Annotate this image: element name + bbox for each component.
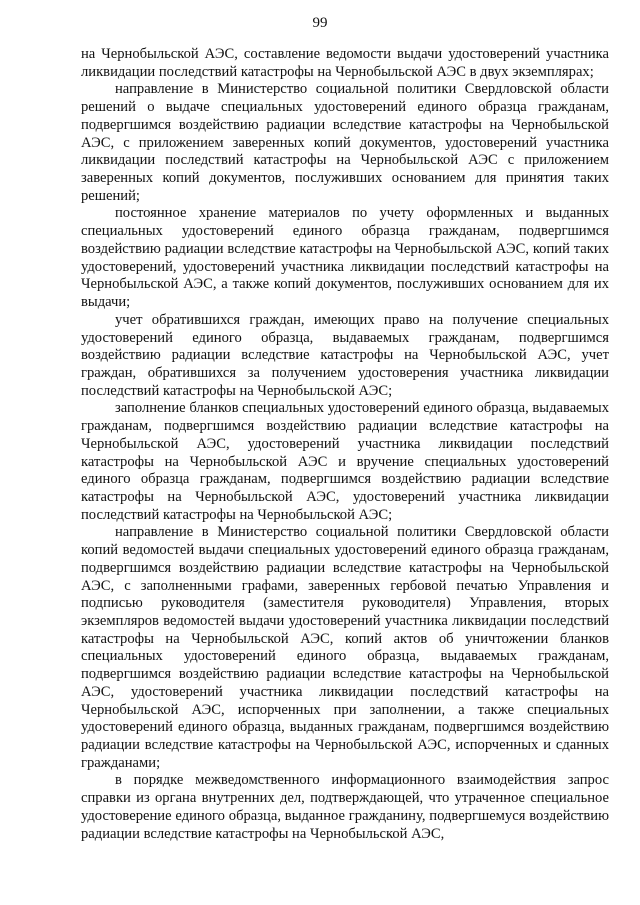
paragraph: учет обратившихся граждан, имеющих право на получение специальных удостоверений единого образца, выдаваемых гражданам, подвергшимся воздействию радиации вследствие катастрофы на Чернобыльской АЭС, учет граждан, обратившихся за получением удостоверения участника ликвидации последствий катастрофы на Чернобыльской АЭС; — [81, 311, 609, 399]
document-body — [81, 46, 609, 843]
paragraph: постоянное хранение материалов по учету оформленных и выданных специальных удостоверений единого образца гражданам, подвергшимся воздействию радиации вследствие катастрофы на Чернобыльской АЭС, копий таких удостоверений, удостоверений участника ликвидации последствий катастрофы на Чернобыльской АЭС, а также копий документов, послуживших основанием для их выдачи; — [81, 205, 609, 311]
paragraph: направление в Министерство социальной политики Свердловской области копий ведомостей выдачи специальных удостоверений единого образца гражданам, подвергшимся воздействию радиации вследствие катастрофы на Чернобыльской АЭС, с заполненными графами, заверенных гербовой печатью Управления и подписью руководителя (заместителя руководителя) Управления, вторых экземпляров ведомостей выдачи удостоверений участника ликвидации последствий катастрофы на Чернобыльской АЭС, копий актов об уничтожении бланков специальных удостоверений единого образца, выдаваемых гражданам, подвергшимся воздействию радиации вследствие катастрофы на Чернобыльской АЭС, удостоверений участника ликвидации последствий катастрофы на Чернобыльской АЭС, испорченных при заполнении, а также специальных удостоверений единого образца, выданных гражданам, подвергшимся воздействию радиации вследствие катастрофы на Чернобыльской АЭС, испорченных и сданных гражданами; — [81, 524, 609, 771]
paragraph: заполнение бланков специальных удостоверений единого образца, выдаваемых гражданам, подвергшимся воздействию радиации вследствие катастрофы на Чернобыльской АЭС, удостоверений участника ликвидации последствий катастрофы на Чернобыльской АЭС и вручение специальных удостоверений единого образца гражданам, подвергшимся воздействию радиации вследствие катастрофы на Чернобыльской АЭС, удостоверений участника ликвидации последствий катастрофы на Чернобыльской АЭС; — [81, 400, 609, 523]
paragraph: направление в Министерство социальной политики Свердловской области решений о выдаче специальных удостоверений единого образца гражданам, подвергшимся воздействию радиации вследствие катастрофы на Чернобыльской АЭС, с приложением заверенных копий документов, удостоверений участника ликвидации последствий катастрофы на Чернобыльской АЭС с приложением заверенных копий документов, послуживших основанием для принятия таких решений; — [81, 81, 609, 204]
paragraph: на Чернобыльской АЭС, составление ведомости выдачи удостоверений участника ликвидации последствий катастрофы на Чернобыльской АЭС в двух экземплярах; — [81, 46, 609, 80]
paragraph: в порядке межведомственного информационного взаимодействия запрос справки из органа внутренних дел, подтверждающей, что утраченное специальное удостоверение единого образца, выданное гражданину, подвергшемуся воздействию радиации вследствие катастрофы на Чернобыльской АЭС, — [81, 772, 609, 842]
page-number: 99 — [312, 15, 328, 31]
